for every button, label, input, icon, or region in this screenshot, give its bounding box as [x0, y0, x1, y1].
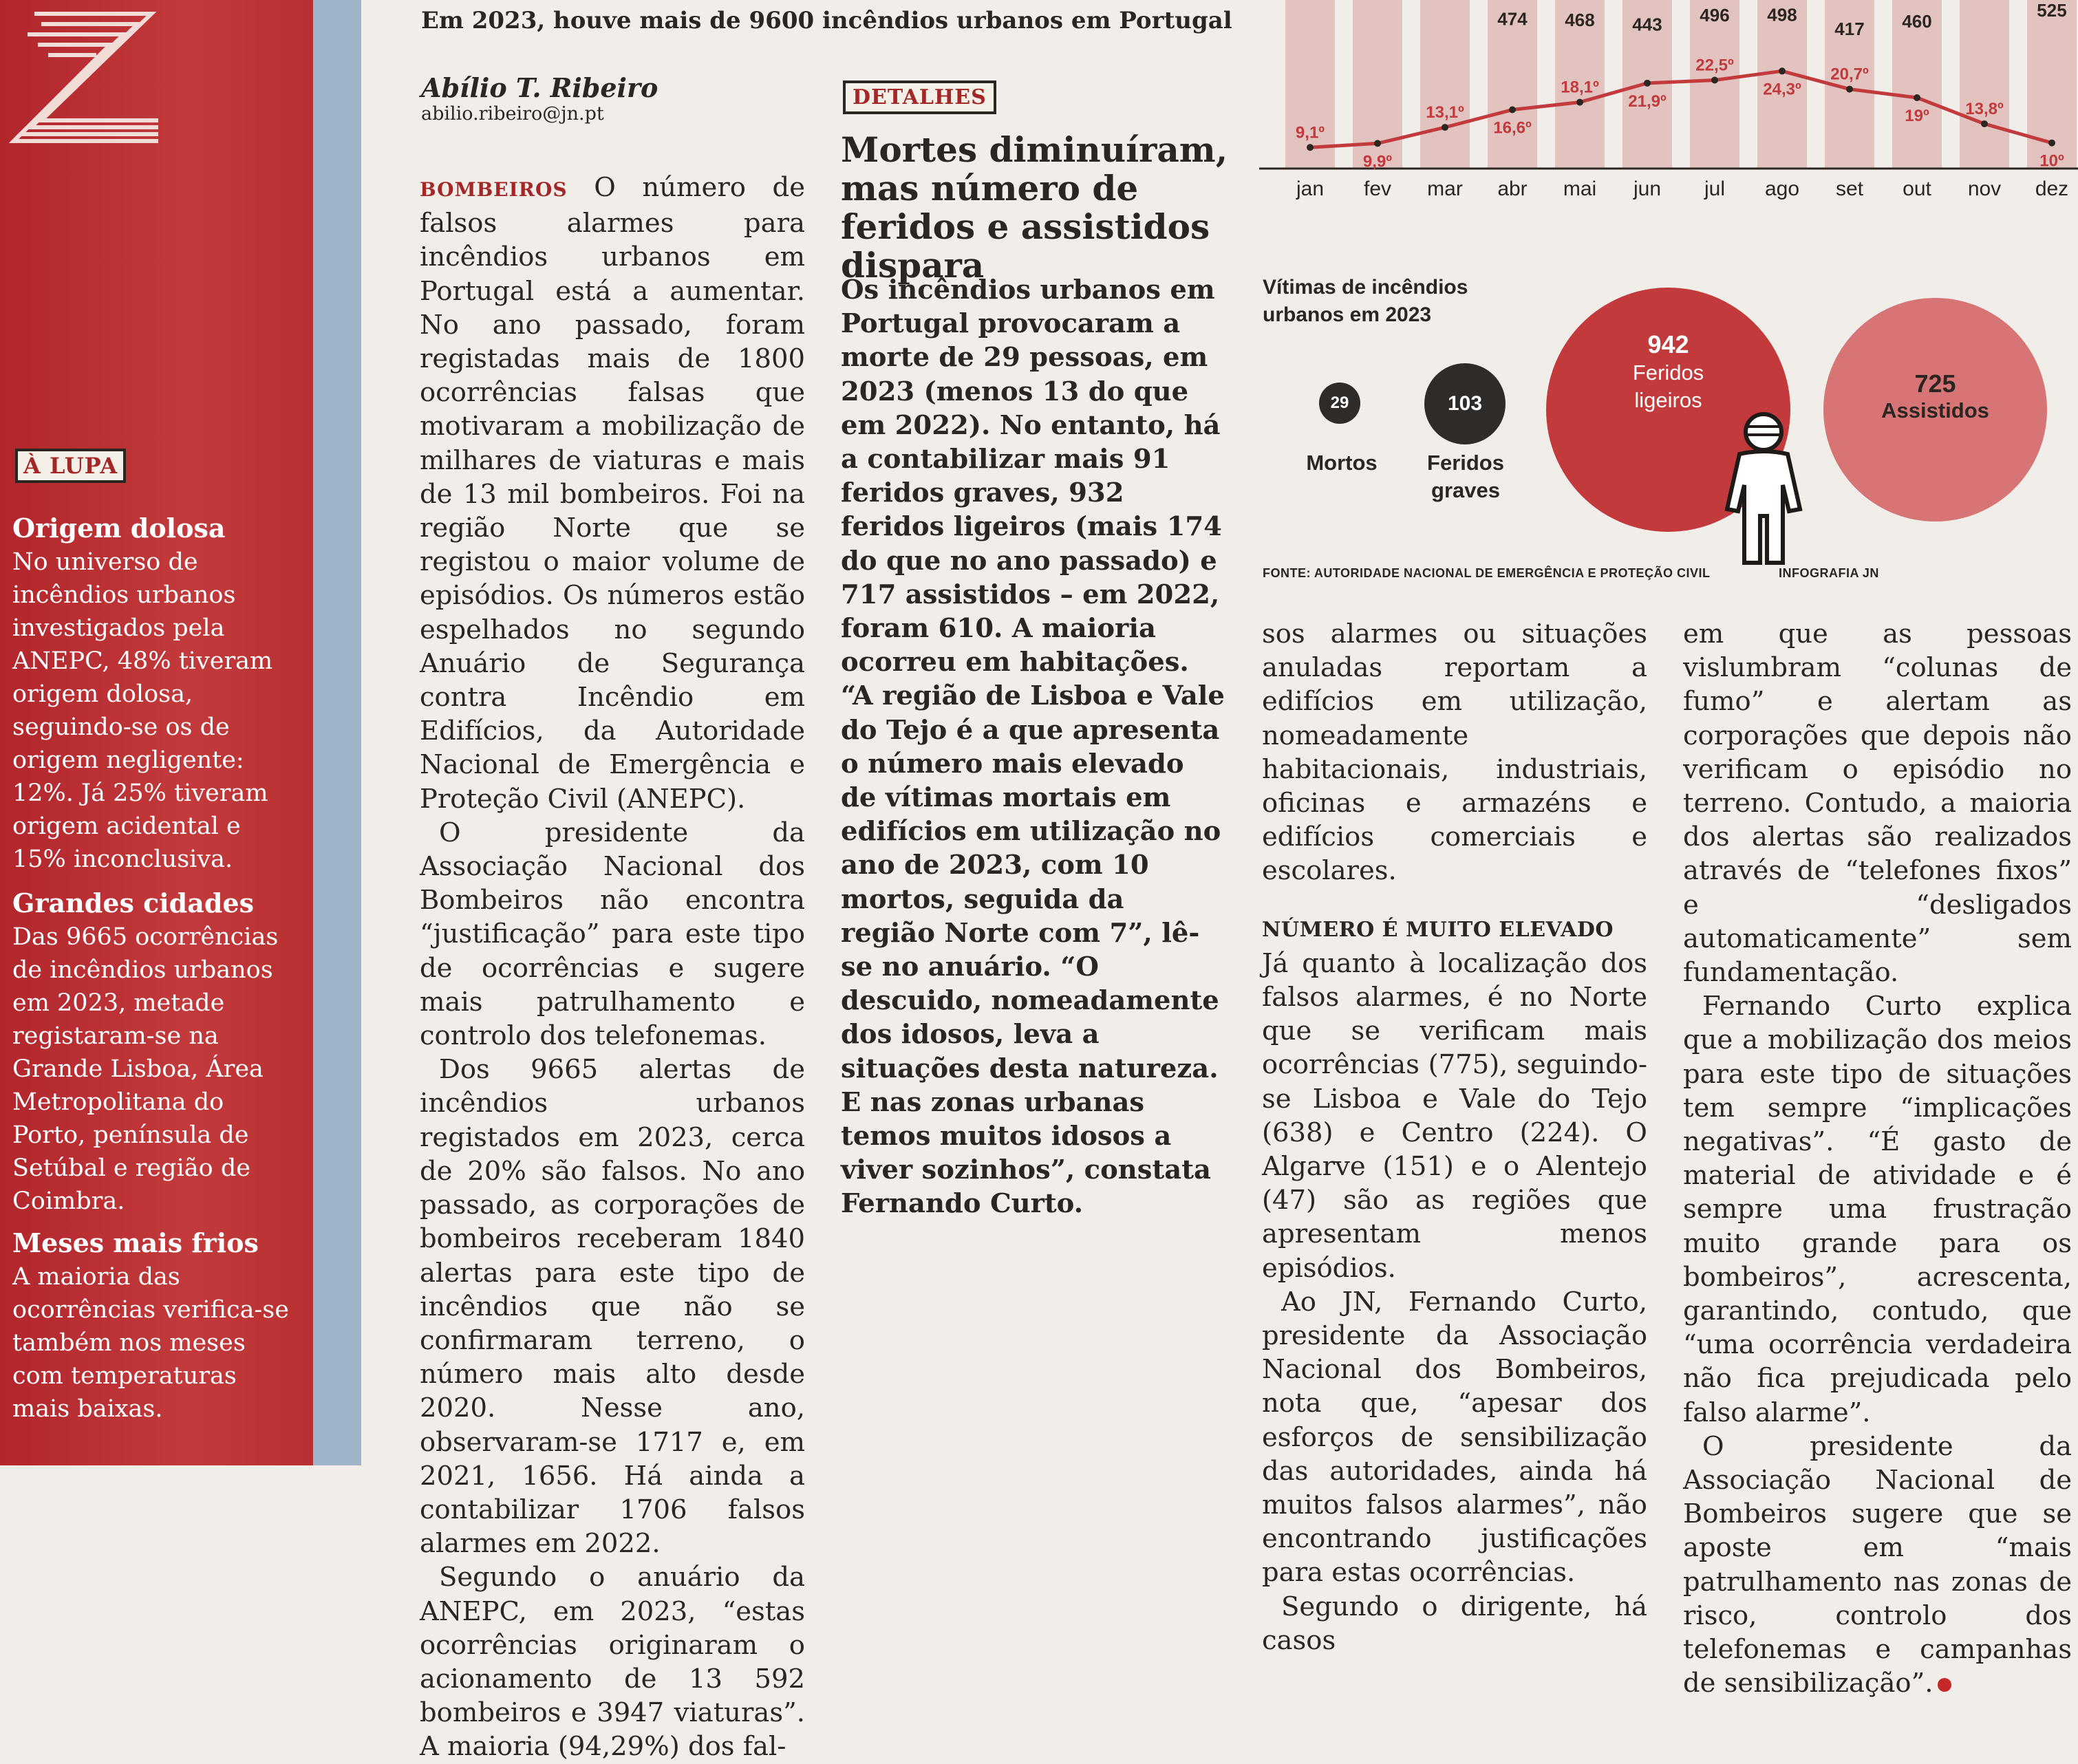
mortos-circle: 29: [1319, 383, 1360, 424]
value-label: 468: [1565, 10, 1595, 30]
month-label: jul: [1704, 178, 1726, 200]
month-label: dez: [2035, 178, 2069, 200]
bar: [1960, 0, 2009, 169]
lupa-badge: À LUPA: [15, 449, 126, 483]
paragraph: Ao JN, Fernando Curto, presidente da Associação Nacional dos Bombeiros, nota que, “apesar dos esforços de sensibilização das autoridades, ainda há muitos falsos alarmes”, não encontrando justificações para estas ocorrências.: [1262, 1286, 1647, 1589]
month-label: out: [1903, 178, 1931, 200]
feridos-graves-circle: 103: [1424, 363, 1506, 444]
author-email: abilio.ribeiro@jn.pt: [421, 103, 604, 125]
temperature-point: [1644, 80, 1651, 87]
kicker: BOMBEIROS: [420, 178, 568, 201]
z-logo-icon: [0, 0, 193, 144]
month-label: ago: [1764, 178, 1800, 200]
temperature-point: [1711, 76, 1718, 83]
sidebar-text: A maioria das ocorrências verifica-se também nos meses com temperaturas mais baixas.: [12, 1263, 289, 1423]
temperature-label: 9,1º: [1295, 123, 1325, 142]
assistidos-value: 725: [1914, 369, 1956, 398]
temperature-point: [1307, 144, 1314, 151]
paragraph: O número de falsos alarmes para incêndios urbanos em Portugal está a aumentar. No ano passado, foram registadas mais de 1800 ocorrências falsas que motivaram a mobilização de milhares de viaturas e mais de 13 mil bombeiros. Foi na região Norte que se registou o maior volume de episódios. Os números estão espelhados no segundo Anuário de Segurança contra Incêndio em Edifícios, da Autoridade Nacional de Emergência e Proteção Civil (ANEPC).: [420, 172, 805, 815]
temperature-label: 22,5º: [1695, 56, 1734, 75]
month-label: mai: [1563, 178, 1597, 200]
value-label: 443: [1632, 14, 1662, 35]
temperature-point: [1442, 124, 1448, 131]
bar: [1420, 0, 1470, 169]
sidebar-heading: Origem dolosa: [12, 513, 226, 544]
temperature-label: 13,1º: [1426, 103, 1464, 122]
paragraph: sos alarmes ou situações anuladas reportam a edifícios em utilização, nomeadamente habitacionais, industriais, oficinas e armazéns e edifícios comerciais e escolares.: [1262, 619, 1647, 887]
temperature-label: 21,9º: [1628, 92, 1667, 111]
temperature-label: 10º: [2039, 151, 2064, 171]
value-label: 417: [1834, 18, 1865, 39]
value-label: 460: [1902, 11, 1932, 32]
feridos-graves-label: Feridos graves: [1427, 451, 1504, 502]
month-label: set: [1835, 178, 1864, 200]
temperature-label: 19º: [1905, 107, 1929, 125]
paragraph: Fernando Curto explica que a mobilização dos meios para este tipo de situações tem sempre “implicações negativas”. “É gasto de material de atividade e é sempre uma frustração muito grande para os bombeiros”, acrescenta, garantindo, contudo, que “uma ocorrência verdadeira não fica prejudicada pelo falso alarme”.: [1683, 991, 2072, 1428]
temperature-point: [1576, 99, 1583, 106]
temperature-point: [1981, 120, 1988, 127]
temperature-label: 20,7º: [1830, 65, 1869, 84]
temperature-label: 13,8º: [1965, 99, 2004, 118]
temperature-label: 16,6º: [1493, 118, 1532, 138]
paragraph: [1683, 1430, 2072, 1701]
value-label: 498: [1767, 4, 1797, 25]
temperature-point: [1779, 67, 1786, 74]
temperature-point: [2048, 140, 2055, 147]
chart-source: FONTE: AUTORIDADE NACIONAL DE EMERGÊNCIA E PROTEÇÃO CIVIL: [1263, 566, 1711, 580]
paragraph: Já quanto à localização dos falsos alarmes, é no Norte que se verificam mais ocorrências (775), seguindo-se Lisboa e Vale do Tejo (638) e Centro (224). O Algarve (151) e o Alentejo (47) são as regiões que apresentam menos episódios.: [1262, 947, 1647, 1284]
assistidos-label: Assistidos: [1881, 398, 1989, 422]
month-label: fev: [1363, 178, 1392, 200]
end-mark-icon: [1938, 1678, 1951, 1692]
month-label: jan: [1296, 178, 1325, 200]
feridos-ligeiros-label: Feridos ligeiros: [1632, 360, 1704, 412]
author-name: Abílio T. Ribeiro: [421, 72, 658, 103]
article-column-1: [420, 171, 805, 1764]
sidebar-heading: Meses mais frios: [12, 1227, 259, 1258]
sidebar-text: No universo de incêndios urbanos investigados pela ANEPC, 48% tiveram origem dolosa, seguindo-se os de origem negligente: 12%. Já 25% tiveram origem acidental e 15% inconclusiva.: [12, 548, 273, 873]
paragraph: Dos 9665 alertas de incêndios urbanos registados em 2023, cerca de 20% são falsos. No ano passado, as corporações de bombeiros receberam 1840 alertas para este tipo de incêndios que não se confirmaram terreno, o número mais alto desde 2020. Nesse ano, observaram-se 1717 e, em 2021, 1656. Há ainda a contabilizar 1706 falsos alarmes em 2022.: [420, 1054, 805, 1560]
section-subhead: NÚMERO É MUITO ELEVADO: [1262, 917, 1614, 942]
detalhes-title: Mortes diminuíram, mas número de feridos e assistidos dispara: [841, 129, 1228, 286]
injured-person-icon: [1712, 406, 1815, 568]
paragraph-text: O presidente da Associação Nacional de Bombeiros sugere que se aposte em “mais patrulhamento nas zonas de risco, controlo dos telefonemas e campanhas de sensibilização”.: [1683, 1430, 2072, 1699]
paragraph: Segundo o dirigente, há casos: [1262, 1591, 1647, 1656]
month-label: nov: [1967, 178, 2002, 200]
paragraph: em que as pessoas vislumbram “colunas de fumo” e alertam as corporações que depois não verificam o episódio no terreno. Contudo, a maioria dos alertas são realizados através de “telefones fixos” e “desligados automaticamente” sem fundamentação.: [1683, 619, 2072, 989]
paragraph: O presidente da Associação Nacional dos Bombeiros não encontra “justificação” para este tipo de ocorrências e sugere mais patrulhamento e controlo dos telefonemas.: [420, 817, 805, 1052]
temperature-label: 18,1º: [1561, 78, 1599, 97]
month-label: abr: [1497, 178, 1528, 200]
detalhes-text: Os incêndios urbanos em Portugal provocaram a morte de 29 pessoas, em 2023 (menos 13 do que em 2022). No entanto, há a contabilizar mais 91 feridos graves, 932 feridos ligeiros (mais 174 do que no ano passado) e 717 assistidos – em 2022, foram 610. A maioria ocorreu em habitações. “A região de Lisboa e Vale do Tejo é a que apresenta o número mais elevado de vítimas mortais em edifícios em utilização no ano de 2023, com 10 mortos, seguida da região Norte com 7”, lê-se no anuário. “O descuido, nomeadamente dos idosos, leva a situações desta natureza. E nas zonas urbanas temos muitos idosos a viver sozinhos”, constata Fernando Curto.: [841, 275, 1225, 1220]
value-label: 496: [1700, 5, 1730, 25]
month-label: mar: [1427, 178, 1463, 200]
article-top-headline: Em 2023, houve mais de 9600 incêndios urbanos em Portugal: [421, 7, 1232, 34]
article-column-3: [1262, 617, 1647, 1657]
value-label: 474: [1497, 8, 1528, 30]
temperature-point: [1374, 140, 1381, 147]
sidebar-band: [313, 0, 361, 1465]
article-column-4: [1683, 617, 2072, 1701]
victims-title: Vítimas de incêndios urbanos em 2023: [1263, 276, 1468, 326]
temperature-point: [1914, 94, 1920, 101]
assistidos-circle: [1823, 298, 2047, 521]
value-label: 525: [2037, 0, 2067, 21]
temperature-label: 24,3º: [1763, 80, 1801, 99]
detalhes-badge: DETALHES: [843, 80, 996, 114]
temperature-label: 9,9º: [1362, 152, 1393, 171]
bar: [1285, 0, 1335, 169]
sidebar-heading: Grandes cidades: [12, 888, 254, 918]
mortos-label: Mortos: [1306, 451, 1378, 475]
paragraph: Segundo o anuário da ANEPC, em 2023, “estas ocorrências originaram o acionamento de 13 592 bombeiros e 3947 viaturas”. A maioria (94,29%) dos fal-: [420, 1562, 805, 1763]
month-label: jun: [1633, 178, 1662, 200]
chart-credit: INFOGRAFIA JN: [1779, 566, 1879, 580]
feridos-ligeiros-value: 942: [1647, 330, 1689, 358]
sidebar-text: Das 9665 ocorrências de incêndios urbanos em 2023, metade registaram-se na Grande Lisboa, Área Metropolitana do Porto, península de Setúbal e região de Coimbra.: [12, 923, 279, 1215]
temperature-point: [1509, 107, 1516, 114]
monthly-chart: [1259, 0, 2078, 213]
temperature-point: [1846, 86, 1853, 93]
